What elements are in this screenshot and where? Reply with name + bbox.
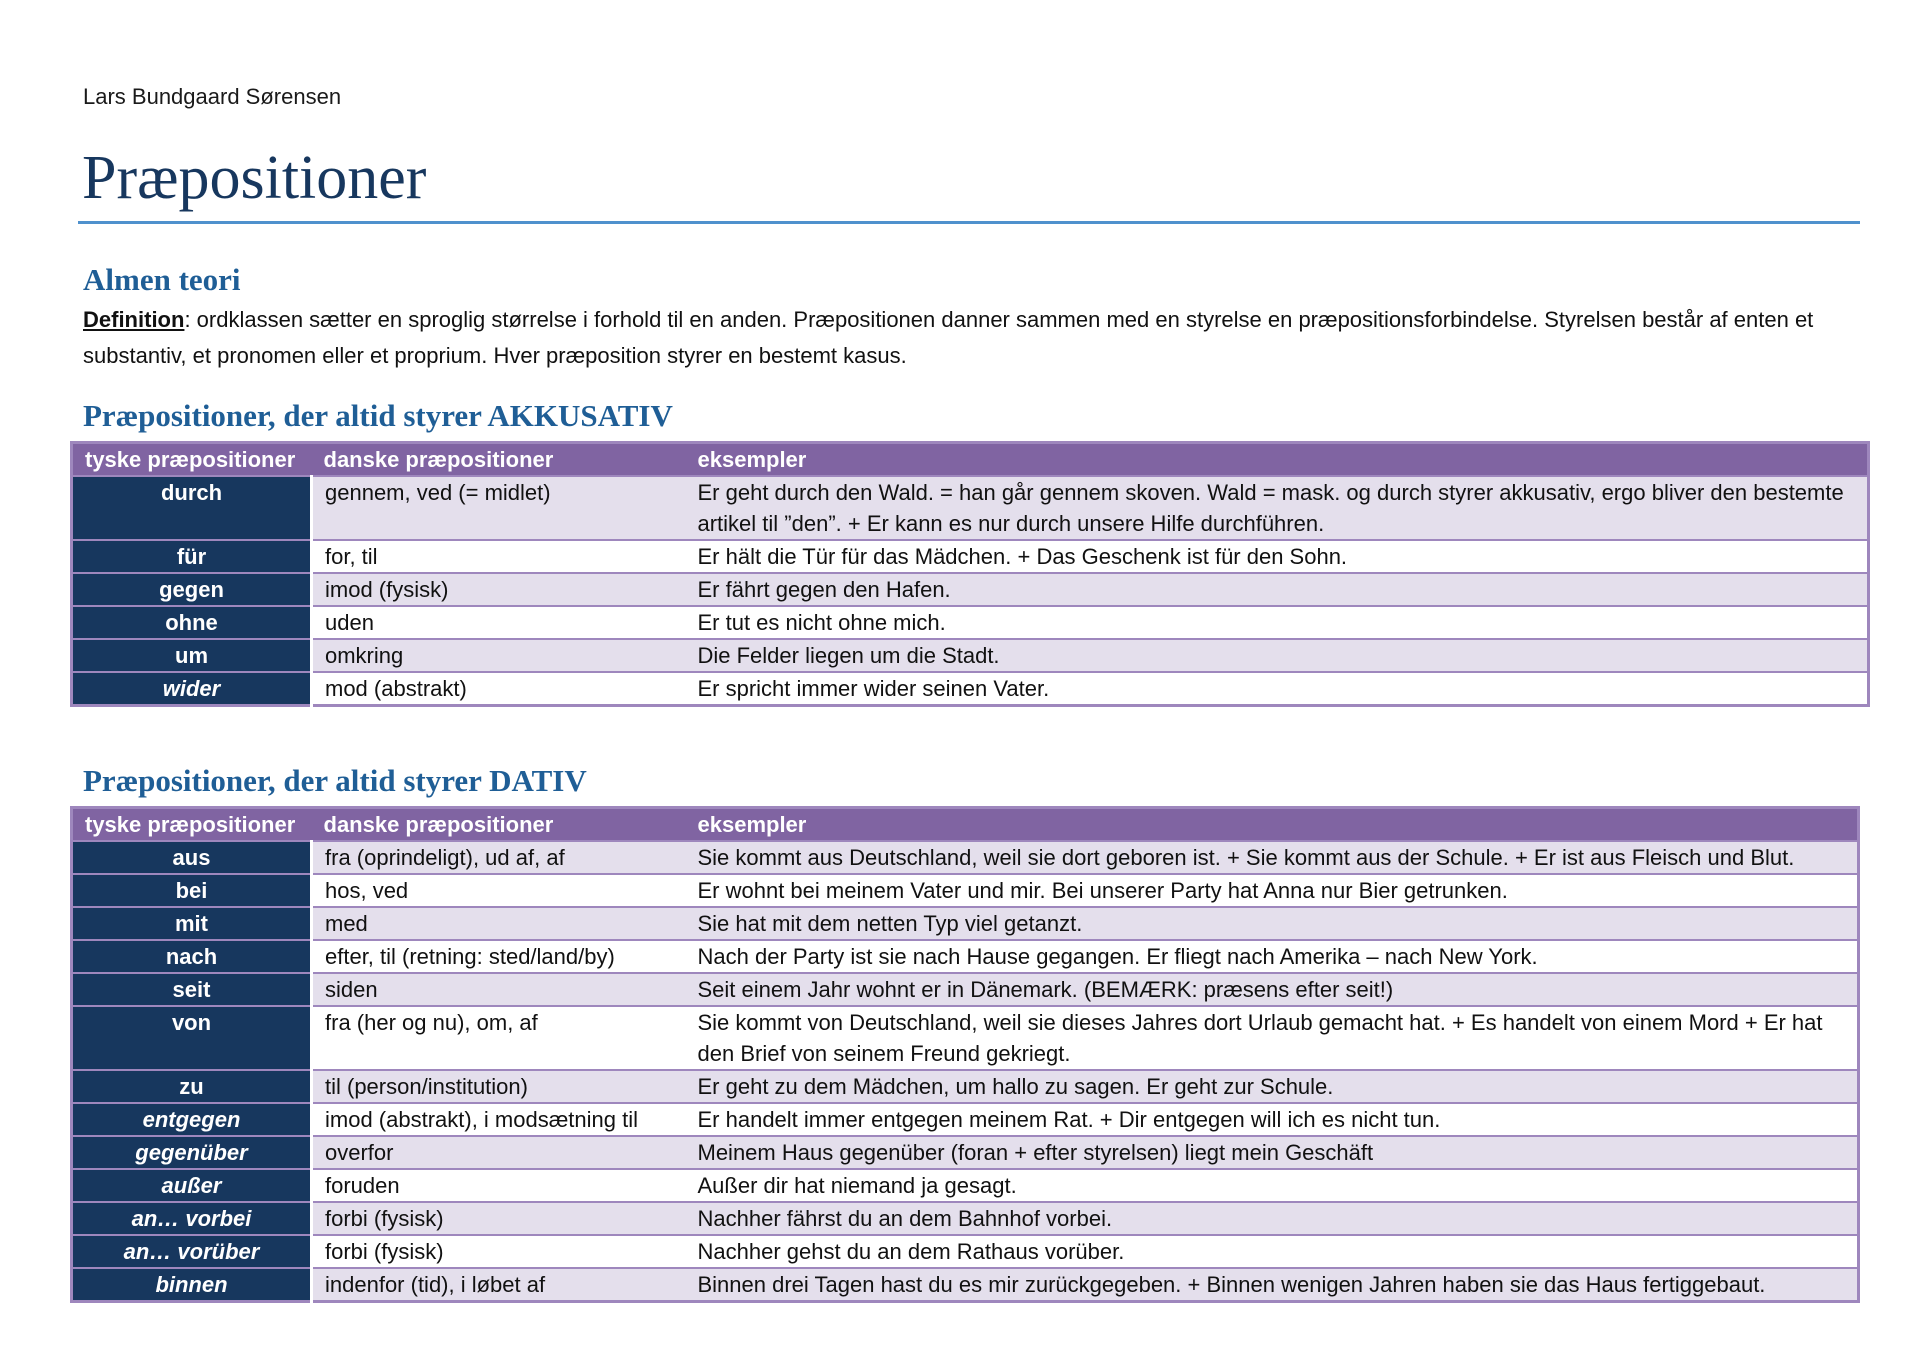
table-row [72,639,1869,672]
example-sentence: Er geht zu dem Mädchen, um hallo zu sagen. Er geht zur Schule. [686,1070,1859,1103]
table-row [72,1169,1859,1202]
example-sentence: Er wohnt bei meinem Vater und mir. Bei unserer Party hat Anna nur Bier getrunken. [686,874,1859,907]
example-sentence: Er geht durch den Wald. = han går gennem skoven. Wald = mask. og durch styrer akkusativ, ergo bliver den bestemte artikel til ”den”. + Er kann es nur durch unsere Hilfe durchführen. [686,476,1869,540]
table-row [72,1268,1859,1302]
example-sentence: Meinem Haus gegenüber (foran + efter styrelsen) liegt mein Geschäft [686,1136,1859,1169]
table-row [72,606,1869,639]
danish-preposition: mod (abstrakt) [312,672,686,706]
german-preposition: durch [72,476,312,540]
table-row [72,1136,1859,1169]
german-preposition: gegen [72,573,312,606]
table-row [72,841,1859,874]
example-sentence: Binnen drei Tagen hast du es mir zurückgegeben. + Binnen wenigen Jahren haben sie das Haus fertiggebaut. [686,1268,1859,1302]
table-row [72,973,1859,1006]
example-sentence: Sie kommt von Deutschland, weil sie dieses Jahres dort Urlaub gemacht hat. + Es handelt von einem Mord + Er hat den Brief von seinem Freund gekriegt. [686,1006,1859,1070]
danish-preposition: hos, ved [312,874,686,907]
akkusativ-heading: Præpositioner, der altid styrer AKKUSATIV [83,398,673,433]
dativ-table [70,806,1860,1303]
column-header-examples: eksempler [686,808,1859,842]
table-row [72,907,1859,940]
akkusativ-table [70,441,1870,707]
danish-preposition: fra (her og nu), om, af [312,1006,686,1070]
example-sentence: Er spricht immer wider seinen Vater. [686,672,1869,706]
german-preposition: ohne [72,606,312,639]
column-header-examples: eksempler [686,443,1869,477]
danish-preposition: fra (oprindeligt), ud af, af [312,841,686,874]
example-sentence: Sie kommt aus Deutschland, weil sie dort geboren ist. + Sie kommt aus der Schule. + Er ist aus Fleisch und Blut. [686,841,1859,874]
table-row [72,1235,1859,1268]
danish-preposition: imod (abstrakt), i modsætning til [312,1103,686,1136]
dativ-heading: Præpositioner, der altid styrer DATIV [83,763,587,798]
danish-preposition: med [312,907,686,940]
column-header-german: tyske præpositioner [72,443,312,477]
german-preposition: bei [72,874,312,907]
table-header-row [72,808,1859,842]
example-sentence: Er hält die Tür für das Mädchen. + Das Geschenk ist für den Sohn. [686,540,1869,573]
table-row [72,540,1869,573]
german-preposition: für [72,540,312,573]
danish-preposition: imod (fysisk) [312,573,686,606]
danish-preposition: indenfor (tid), i løbet af [312,1268,686,1302]
danish-preposition: til (person/institution) [312,1070,686,1103]
german-preposition: an… vorüber [72,1235,312,1268]
german-preposition: um [72,639,312,672]
example-sentence: Nachher fährst du an dem Bahnhof vorbei. [686,1202,1859,1235]
table-row [72,874,1859,907]
german-preposition: außer [72,1169,312,1202]
german-preposition: entgegen [72,1103,312,1136]
german-preposition: binnen [72,1268,312,1302]
example-sentence: Die Felder liegen um die Stadt. [686,639,1869,672]
german-preposition: zu [72,1070,312,1103]
german-preposition: mit [72,907,312,940]
example-sentence: Nachher gehst du an dem Rathaus vorüber. [686,1235,1859,1268]
title-underline [78,221,1860,224]
table-row [72,1103,1859,1136]
danish-preposition: for, til [312,540,686,573]
author-name: Lars Bundgaard Sørensen [83,84,342,109]
table-row [72,1202,1859,1235]
danish-preposition: gennem, ved (= midlet) [312,476,686,540]
definition-term: Definition [83,307,185,332]
example-sentence: Sie hat mit dem netten Typ viel getanzt. [686,907,1859,940]
danish-preposition: omkring [312,639,686,672]
example-sentence: Er tut es nicht ohne mich. [686,606,1869,639]
danish-preposition: forbi (fysisk) [312,1235,686,1268]
table-row [72,672,1869,706]
table-row [72,476,1869,540]
danish-preposition: siden [312,973,686,1006]
danish-preposition: forbi (fysisk) [312,1202,686,1235]
table-row [72,1070,1859,1103]
column-header-danish: danske præpositioner [312,808,686,842]
german-preposition: gegenüber [72,1136,312,1169]
table-row [72,573,1869,606]
table-row [72,1006,1859,1070]
example-sentence: Er handelt immer entgegen meinem Rat. + Dir entgegen will ich es nicht tun. [686,1103,1859,1136]
german-preposition: seit [72,973,312,1006]
definition-text: : ordklassen sætter en sproglig størrelse i forhold til en anden. Præpositionen danner sammen med en styrelse en præpositionsforbindelse. Styrelsen består af enten et substantiv, et pronomen eller et proprium. Hver præposition styrer en bestemt kasus. [83,307,1814,368]
column-header-german: tyske præpositioner [72,808,312,842]
theory-heading: Almen teori [83,262,241,297]
definition-paragraph [83,302,1858,374]
column-header-danish: danske præpositioner [312,443,686,477]
danish-preposition: efter, til (retning: sted/land/by) [312,940,686,973]
german-preposition: wider [72,672,312,706]
danish-preposition: uden [312,606,686,639]
table-header-row [72,443,1869,477]
example-sentence: Seit einem Jahr wohnt er in Dänemark. (BEMÆRK: præsens efter seit!) [686,973,1859,1006]
german-preposition: aus [72,841,312,874]
danish-preposition: foruden [312,1169,686,1202]
german-preposition: nach [72,940,312,973]
table-row [72,940,1859,973]
page-title: Præpositioner [82,144,427,212]
german-preposition: von [72,1006,312,1070]
danish-preposition: overfor [312,1136,686,1169]
german-preposition: an… vorbei [72,1202,312,1235]
example-sentence: Nach der Party ist sie nach Hause gegangen. Er fliegt nach Amerika – nach New York. [686,940,1859,973]
example-sentence: Außer dir hat niemand ja gesagt. [686,1169,1859,1202]
example-sentence: Er fährt gegen den Hafen. [686,573,1869,606]
